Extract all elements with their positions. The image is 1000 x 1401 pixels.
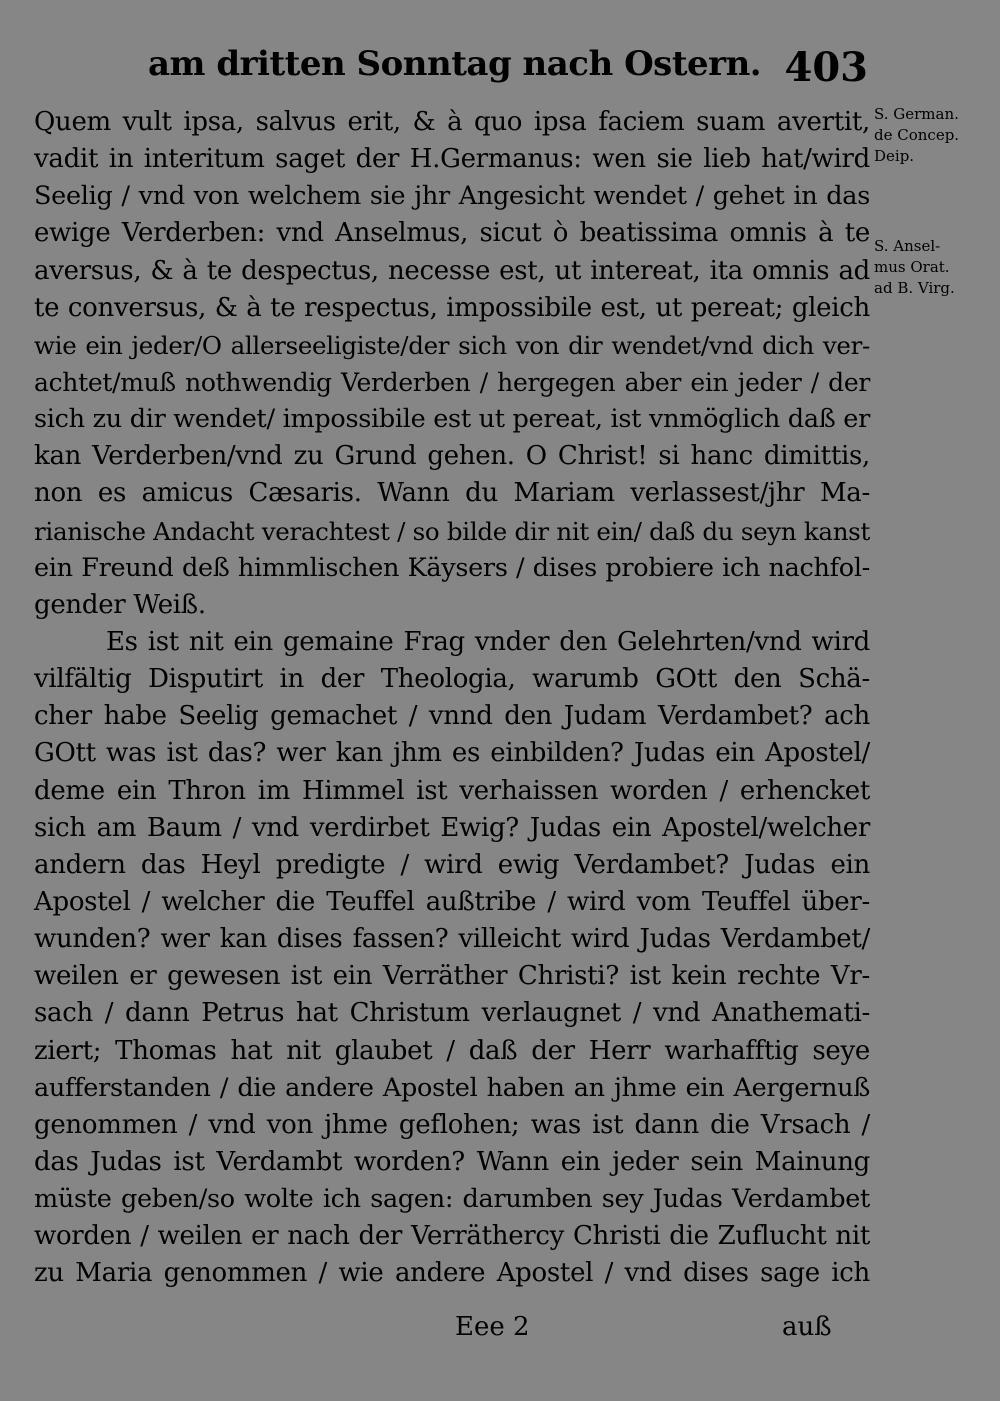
text-line: kan Verderben/vnd zu Grund gehen. O Christ! si hanc dimittis, xyxy=(34,441,870,472)
text-line: achtet/muß nothwendig Verderben / hergegen aber ein jeder / der xyxy=(34,367,870,397)
text-line: Seelig / vnd von welchem sie jhr Angesicht wendet / gehet in das xyxy=(34,181,870,212)
text-line: ein Freund deß himmlischen Käysers / dises probiere ich nachfol- xyxy=(34,552,870,583)
text-line: sich am Baum / vnd verdirbet Ewig? Judas ein Apostel/welcher xyxy=(34,812,870,843)
text-line: aufferstanden / die andere Apostel haben an jhme ein Aergernuß xyxy=(34,1072,870,1103)
text-line: Apostel / welcher die Teuffel außtribe / wird vom Teuffel über- xyxy=(34,886,870,917)
text-line: vilfältig Disputirt in der Theologia, warumb GOtt den Schä- xyxy=(34,664,870,695)
margin-note: S. Ansel- mus Orat. ad B. Virg. xyxy=(874,237,955,297)
page-footer xyxy=(0,1312,1000,1352)
text-line: worden / weilen er nach der Verräthercy Christi die Zuflucht nit xyxy=(34,1221,870,1252)
body-text xyxy=(34,104,870,1293)
text-line: deme ein Thron im Himmel ist verhaissen worden / erhencket xyxy=(34,775,870,806)
text-line: weilen er gewesen ist ein Verräther Christi? ist kein rechte Vr- xyxy=(34,961,870,992)
page-number: 403 xyxy=(784,44,868,91)
running-title: am dritten Sonntag nach Ostern. xyxy=(148,44,762,84)
text-line: sich zu dir wendet/ impossibile est ut pereat, ist vnmöglich daß er xyxy=(34,404,870,435)
text-line: aversus, & à te despectus, necesse est, ut intereat, ita omnis ad xyxy=(34,255,870,286)
text-line: Quem vult ipsa, salvus erit, & à quo ipsa faciem suam avertit, xyxy=(34,107,870,137)
text-line: gender Weiß. xyxy=(34,589,206,620)
text-line: te conversus, & à te respectus, impossibile est, ut pereat; gleich xyxy=(34,292,870,323)
text-line: non es amicus Cæsaris. Wann du Mariam verlassest/jhr Ma- xyxy=(34,478,870,509)
catchword: auß xyxy=(782,1312,832,1342)
text-line: müste geben/so wolte ich sagen: darumben sey Judas Verdambet xyxy=(34,1184,870,1215)
text-line: zu Maria genommen / wie andere Apostel / vnd dises sage ich xyxy=(34,1258,870,1289)
text-line: GOtt was ist das? wer kan jhm es einbilden? Judas ein Apostel/ xyxy=(34,738,870,769)
text-line: rianische Andacht verachtest / so bilde dir nit ein/ daß du seyn kanst xyxy=(34,516,870,546)
page-header xyxy=(148,44,868,100)
text-line: das Judas ist Verdambt worden? Wann ein jeder sein Mainung xyxy=(34,1146,870,1177)
text-line: ewige Verderben: vnd Anselmus, sicut ò beatissima omnis à te xyxy=(34,218,870,249)
text-line: cher habe Seelig gemachet / vnnd den Judam Verdambet? ach xyxy=(34,701,870,732)
text-line: andern das Heyl predigte / wird ewig Verdambet? Judas ein xyxy=(34,849,870,880)
text-line: genommen / vnd von jhme geflohen; was ist dann die Vrsach / xyxy=(34,1109,870,1140)
text-line: vadit in interitum saget der H.Germanus: wen sie lieb hat/wird xyxy=(34,144,870,175)
text-line: ziert; Thomas hat nit glaubet / daß der Herr warhafftig seye xyxy=(34,1035,870,1066)
signature-mark: Eee 2 xyxy=(455,1312,530,1342)
text-line: sach / dann Petrus hat Christum verlaugnet / vnd Anathemati- xyxy=(34,998,870,1029)
text-line: wie ein jeder/O allerseeligiste/der sich von dir wendet/vnd dich ver- xyxy=(34,330,870,360)
text-line: wunden? wer kan dises fassen? villeicht wird Judas Verdambet/ xyxy=(34,924,870,955)
text-line: Es ist nit ein gemaine Frag vnder den Gelehrten/vnd wird xyxy=(106,626,870,657)
margin-note: S. German. de Concep. Deip. xyxy=(874,105,960,165)
